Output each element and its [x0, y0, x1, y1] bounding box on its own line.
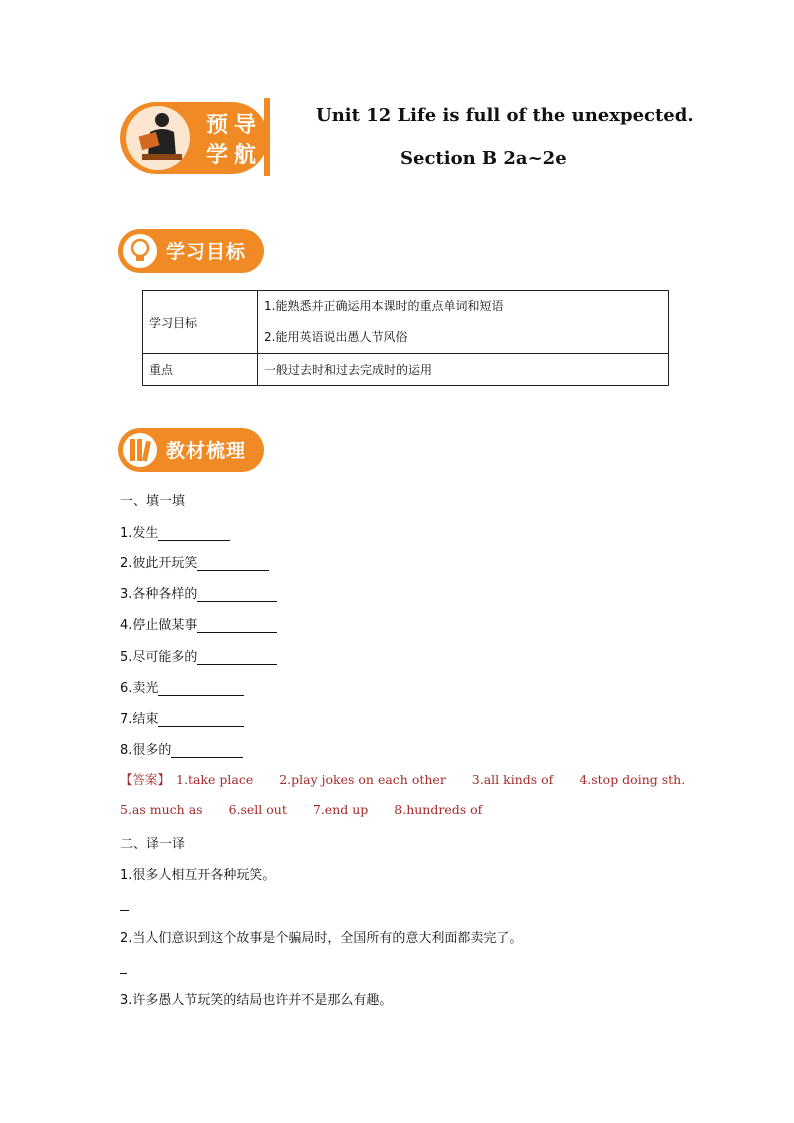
answer-line[interactable]	[120, 973, 127, 974]
fill-item-1: 1.发生	[120, 522, 230, 541]
fill-item-2: 2.彼此开玩笑	[120, 552, 269, 571]
answer-7: 7.end up	[312, 802, 369, 817]
textbook-banner	[118, 428, 268, 474]
answer-4: 4.stop doing sth.	[579, 772, 686, 787]
fill-item-5: 5.尽可能多的	[120, 646, 277, 665]
fill-item-6: 6.卖光	[120, 677, 244, 696]
answers-line-1	[120, 770, 685, 788]
badge-char-4: 航	[234, 143, 257, 168]
fill-item-3: 3.各种各样的	[120, 583, 277, 602]
goals-table	[142, 290, 669, 386]
goals-row-items	[258, 291, 669, 354]
answer-5: 5.as much as	[120, 802, 203, 817]
part2-heading: 二、译一译	[120, 837, 186, 852]
part1-heading: 一、填一填	[120, 494, 186, 509]
page-title: Unit 12 Life is full of the unexpected.	[316, 105, 694, 126]
fill-item-7: 7.结束	[120, 708, 244, 727]
translate-item-3: 3.许多愚人节玩笑的结局也许并不是那么有趣。	[120, 993, 393, 1008]
answer-8: 8.hundreds of	[394, 802, 483, 817]
answer-blank[interactable]	[197, 587, 277, 602]
answer-label: 【答案】	[120, 772, 171, 787]
answer-6: 6.sell out	[228, 802, 287, 817]
answer-2: 2.play jokes on each other	[279, 772, 446, 787]
answer-blank[interactable]	[197, 650, 277, 665]
goal-item-2: 2.能用英语说出愚人节风俗	[264, 330, 408, 344]
translate-item-2: 2.当人们意识到这个故事是个骗局时，全国所有的意大利面都卖完了。	[120, 931, 523, 946]
badge-char-1: 预	[206, 113, 229, 138]
answer-1: 1.take place	[176, 772, 254, 787]
goals-banner	[118, 229, 268, 275]
answer-blank[interactable]	[197, 556, 269, 571]
fill-item-4: 4.停止做某事	[120, 614, 277, 633]
answer-blank[interactable]	[158, 526, 230, 541]
badge-char-2: 导	[234, 113, 257, 138]
goals-row-label: 学习目标	[143, 291, 258, 354]
page-subtitle: Section B 2a~2e	[400, 148, 567, 169]
preview-badge	[120, 98, 272, 176]
answers-line-2	[120, 802, 508, 817]
answer-blank[interactable]	[171, 743, 243, 758]
answer-blank[interactable]	[197, 618, 277, 633]
answer-line[interactable]	[120, 910, 129, 911]
translate-item-1: 1.很多人相互开各种玩笑。	[120, 868, 276, 883]
answer-blank[interactable]	[158, 681, 244, 696]
textbook-banner-label: 教材梳理	[166, 440, 247, 462]
answer-3: 3.all kinds of	[471, 772, 554, 787]
badge-char-3: 学	[206, 143, 229, 168]
goal-item-1: 1.能熟悉并正确运用本课时的重点单词和短语	[264, 299, 504, 313]
fill-item-8: 8.很多的	[120, 739, 243, 758]
key-point-value: 一般过去时和过去完成时的运用	[258, 354, 669, 386]
answer-blank[interactable]	[158, 712, 244, 727]
goals-banner-label: 学习目标	[166, 241, 247, 263]
key-point-label: 重点	[143, 354, 258, 386]
